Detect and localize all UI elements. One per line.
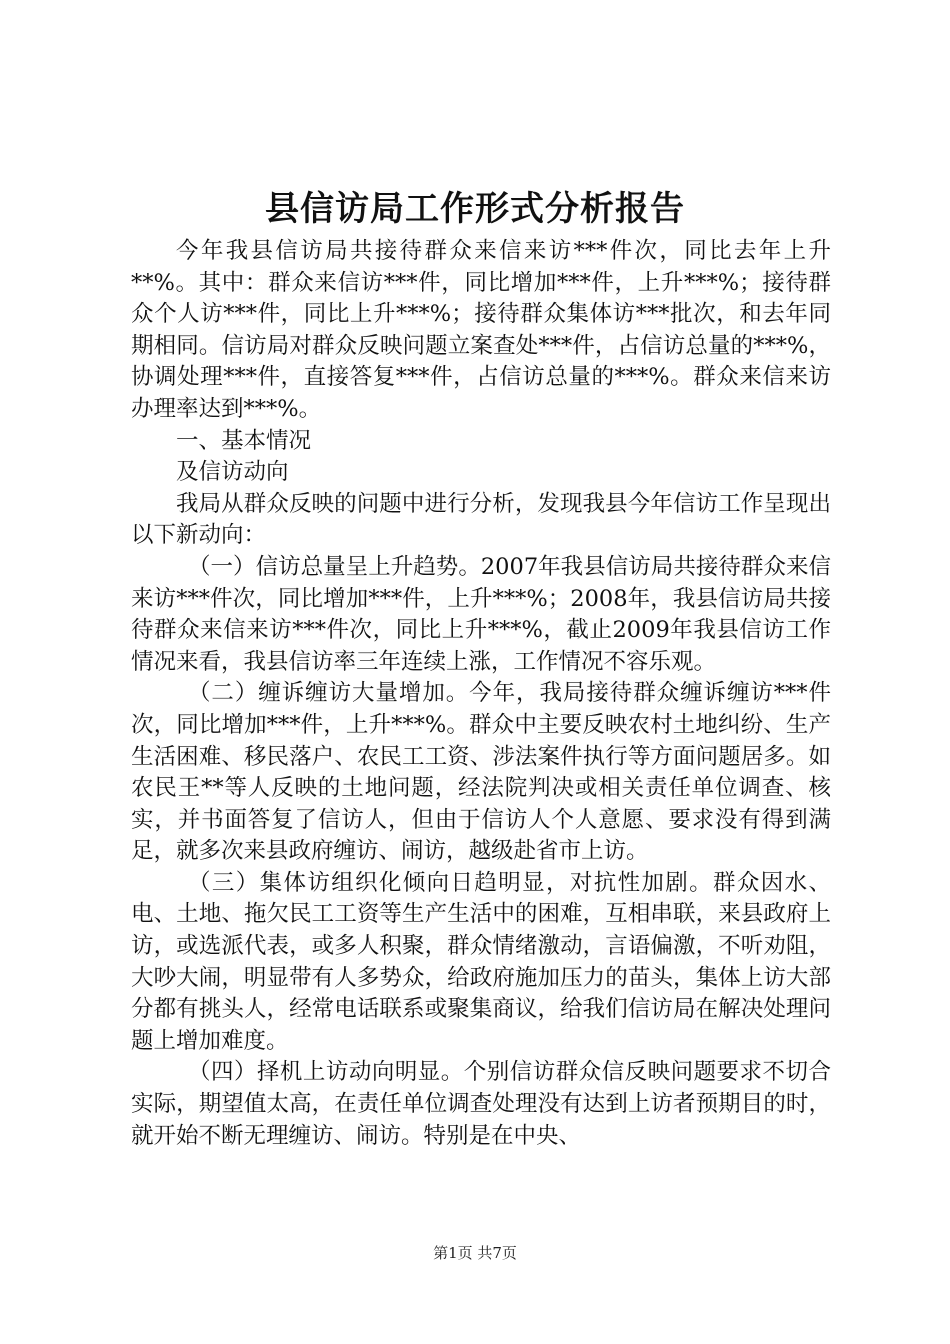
page-footer: 第1页 共7页 [433,1244,517,1262]
paragraph-summary: 今年我县信访局共接待群众来信来访***件次，同比去年上升**%。其中：群众来信访***件，同比增加***件，上升***%；接待群众个人访***件，同比上升***%；接待群众集体访***批次，和去年同期相同。信访局对群众反映问题立案查处***件，占信访总量的***%，协调处理***件，直接答复***件，占信访总量的***%。群众来信来访办理率达到***%。 [131,238,831,422]
section-subheading: 及信访动向 [176,459,289,486]
paragraph-item-4: （四）择机上访动向明显。个别信访群众信反映问题要求不切合实际，期望值太高，在责任单位调查处理没有达到上访者预期目的时，就开始不断无理缠访、闹访。特别是在中央、 [131,1059,831,1149]
document-body [131,236,831,1152]
paragraph-item-3: （三）集体访组织化倾向日趋明显，对抗性加剧。群众因水、电、土地、拖欠民工工资等生产生活中的困难，互相串联，来县政府上访，或选派代表，或多人积聚，群众情绪激动，言语偏激，不听劝阻，大吵大闹，明显带有人多势众，给政府施加压力的苗头，集体上访大部分都有挑头人，经常电话联系或聚集商议，给我们信访局在解决处理问题上增加难度。 [131,869,831,1054]
paragraph-intro: 我局从群众反映的问题中进行分析，发现我县今年信访工作呈现出以下新动向： [131,490,831,549]
section-heading: 一、基本情况 [176,427,312,454]
document-title: 县信访局工作形式分析报告 [265,189,685,229]
paragraph-item-1: （一）信访总量呈上升趋势。2007年我县信访局共接待群众来信来访***件次，同比增加***件，上升***%；2008年，我县信访局共接待群众来信来访***件次，同比上升***%，截止2009年我县信访工作情况来看，我县信访率三年连续上涨，工作情况不容乐观。 [131,553,831,675]
paragraph-item-2: （二）缠诉缠访大量增加。今年，我局接待群众缠诉缠访***件次，同比增加***件，上升***%。群众中主要反映农村土地纠纷、生产生活困难、移民落户、农民工工资、涉法案件执行等方面问题居多。如农民王**等人反映的土地问题，经法院判决或相关责任单位调查、核实，并书面答复了信访人，但由于信访人个人意愿、要求没有得到满足，就多次来县政府缠访、闹访，越级赴省市上访。 [131,680,831,865]
